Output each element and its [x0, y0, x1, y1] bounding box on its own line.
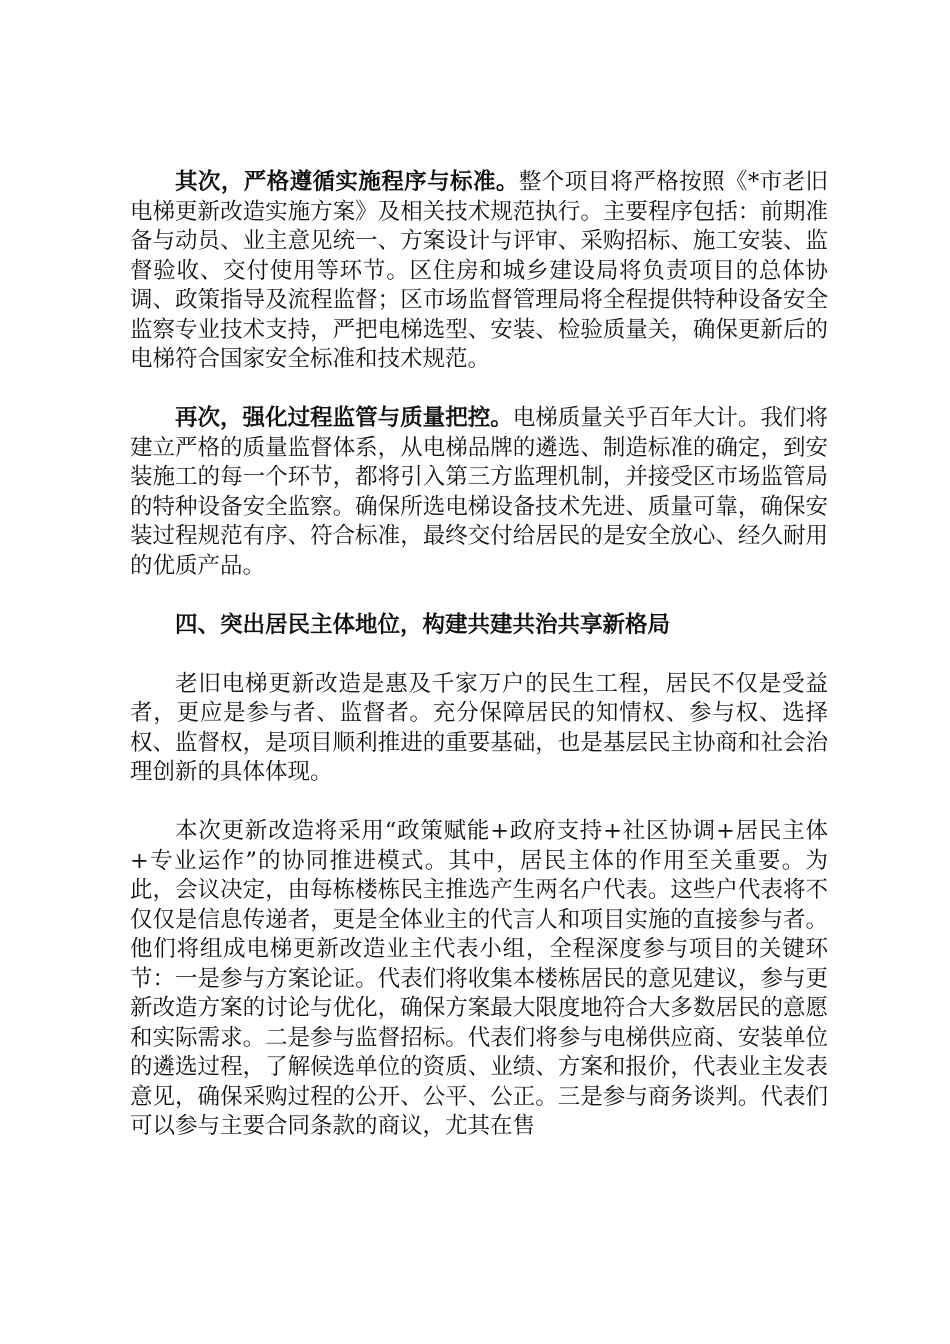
- section-heading: 四、突出居民主体地位，构建共建共治共享新格局: [175, 611, 671, 638]
- paragraph-lead: 其次，严格遵循实施程序与标准。: [175, 169, 519, 195]
- paragraph-procedure: [130, 168, 828, 375]
- paragraph-body: 整个项目将严格按照《*市老旧电梯更新改造实施方案》及相关技术规范执行。主要程序包括：前期准备与动员、业主意见统一、方案设计与评审、采购招标、施工安装、监督验收、交付使用等环节。区住房和城乡建设局将负责项目的总体协调、政策指导及流程监督；区市场监督管理局将全程提供特种设备安全监察专业技术支持，严把电梯选型、安装、检验质量关，确保更新后的电梯符合国家安全标准和技术规范。: [130, 169, 828, 372]
- paragraph-collaboration-model: 本次更新改造将采用“政策赋能+政府支持+社区协调+居民主体+专业运作”的协同推进模式。其中，居民主体的作用至关重要。为此，会议决定，由每栋楼栋民主推选产生两名户代表。这些户代表将不仅仅是信息传递者，更是全体业主的代言人和项目实施的直接参与者。他们将组成电梯更新改造业主代表小组，全程深度参与项目的关键环节：一是参与方案论证。代表们将收集本楼栋居民的意见建议，参与更新改造方案的讨论与优化，确保方案最大限度地符合大多数居民的意愿和实际需求。二是参与监督招标。代表们将参与电梯供应商、安装单位的遴选过程，了解候选单位的资质、业绩、方案和报价，代表业主发表意见，确保采购过程的公开、公平、公正。三是参与商务谈判。代表们可以参与主要合同条款的商议，尤其在售: [130, 818, 828, 1139]
- paragraph-lead: 再次，强化过程监管与质量把控。: [175, 405, 513, 431]
- document-page: [130, 168, 828, 1142]
- paragraph-body: 电梯质量关乎百年大计。我们将建立严格的质量监督体系，从电梯品牌的遴选、制造标准的确定，到安装施工的每一个环节，都将引入第三方监理机制，并接受区市场监管局的特种设备安全监察。确保所选电梯设备技术先进、质量可靠，确保安装过程规范有序、符合标准，最终交付给居民的是安全放心、经久耐用的优质产品。: [130, 405, 828, 579]
- paragraph-supervision: [130, 404, 828, 581]
- paragraph-residents-role: 老旧电梯更新改造是惠及千家万户的民生工程，居民不仅是受益者，更应是参与者、监督者。充分保障居民的知情权、参与权、选择权、监督权，是项目顺利推进的重要基础，也是基层民主协商和社会治理创新的具体体现。: [130, 670, 828, 785]
